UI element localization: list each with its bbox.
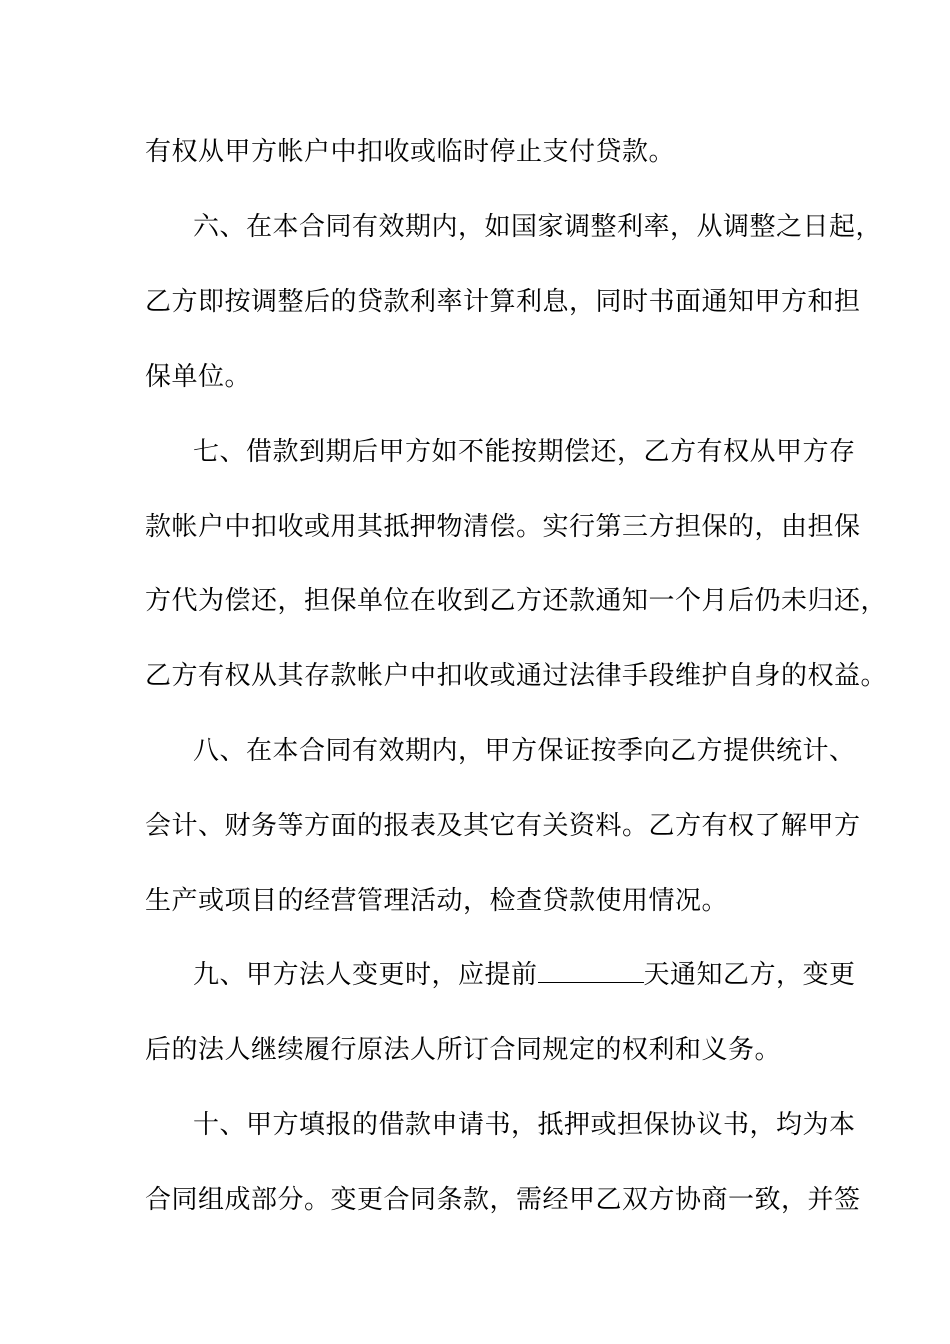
clause-10-line-1: 十、甲方填报的借款申请书，抵押或担保协议书，均为本	[193, 1110, 856, 1140]
clause-9-text-before-blank: 九、甲方法人变更时，应提前	[193, 960, 538, 990]
clause-6-line-2: 乙方即按调整后的贷款利率计算利息，同时书面通知甲方和担	[145, 287, 861, 317]
clause-8-line-3: 生产或项目的经营管理活动，检查贷款使用情况。	[145, 886, 729, 916]
clause-7-line-4: 乙方有权从其存款帐户中扣收或通过法律手段维护自身的权益。	[145, 661, 888, 691]
fill-in-blank-days	[538, 962, 644, 983]
clause-9-line-1	[193, 958, 856, 992]
clause-8-line-1: 八、在本合同有效期内，甲方保证按季向乙方提供统计、	[193, 736, 856, 766]
clause-9-text-after-blank: 天通知乙方，变更	[643, 960, 856, 990]
text-line: 有权从甲方帐户中扣收或临时停止支付贷款。	[145, 137, 676, 167]
clause-7-line-1: 七、借款到期后甲方如不能按期偿还，乙方有权从甲方存	[193, 437, 856, 467]
clause-6-line-3: 保单位。	[145, 362, 252, 392]
clause-10-line-2: 合同组成部分。变更合同条款，需经甲乙双方协商一致，并签	[145, 1185, 861, 1215]
clause-7-line-3: 方代为偿还，担保单位在收到乙方还款通知一个月后仍未归还，	[145, 586, 888, 616]
clause-7-line-2: 款帐户中扣收或用其抵押物清偿。实行第三方担保的，由担保	[145, 512, 861, 542]
clause-9-line-2: 后的法人继续履行原法人所订合同规定的权利和义务。	[145, 1035, 782, 1065]
clause-6-line-1: 六、在本合同有效期内，如国家调整利率，从调整之日起，	[193, 212, 883, 242]
clause-8-line-2: 会计、财务等方面的报表及其它有关资料。乙方有权了解甲方	[145, 811, 861, 841]
